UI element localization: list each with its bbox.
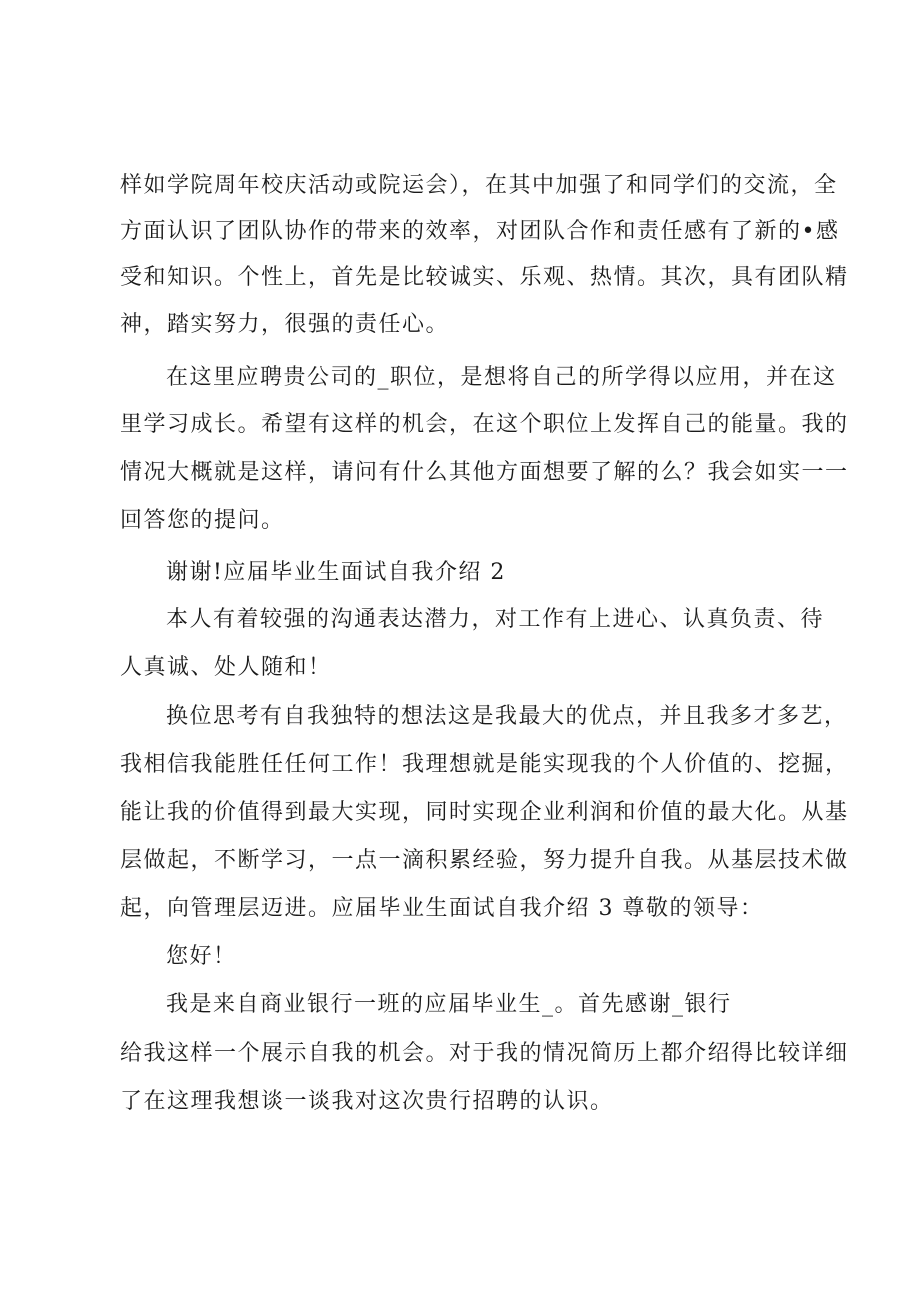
text-line-1: 样如学院周年校庆活动或院运会），在其中加强了和同学们的交流，全 <box>120 173 838 198</box>
text-line-15: 层做起，不断学习，一点一滴积累经验，努力提升自我。从基层技术做 <box>120 848 849 873</box>
text-line-20: 了在这理我想谈一谈我对这次贵行招聘的认识。 <box>120 1089 614 1114</box>
text-line-10: 本人有着较强的沟通表达潜力，对工作有上进心、认真负责、待 <box>166 607 825 632</box>
text-line-6: 里学习成长。希望有这样的机会，在这个职位上发挥自己的能量。我的 <box>120 412 849 437</box>
text-line-18: 我是来自商业银行一班的应届毕业生_。首先感谢_银行 <box>166 992 732 1017</box>
text-line-7: 情况大概就是这样，请问有什么其他方面想要了解的么？我会如实一一 <box>120 460 849 485</box>
text-line-12: 换位思考有自我独特的想法这是我最大的优点，并且我多才多艺， <box>166 704 848 729</box>
text-line-8: 回答您的提问。 <box>120 508 285 533</box>
text-line-4: 神，踏实努力，很强的责任心。 <box>120 312 450 337</box>
text-line-16: 起，向管理层迈进。应届毕业生面试自我介绍 3 尊敬的领导： <box>120 896 764 921</box>
text-line-14: 能让我的价值得到最大实现，同时实现企业利润和价值的最大化。从基 <box>120 800 849 825</box>
text-line-11: 人真诚、处人随和！ <box>120 655 332 680</box>
text-line-13: 我相信我能胜任任何工作！我理想就是能实现我的个人价值的、挖掘， <box>120 752 849 777</box>
text-line-2: 方面认识了团队协作的带来的效率，对团队合作和责任感有了新的•感 <box>120 219 840 244</box>
text-line-5: 在这里应聘贵公司的_职位，是想将自己的所学得以应用，并在这 <box>166 365 837 390</box>
text-line-19: 给我这样一个展示自我的机会。对于我的情况简历上都介绍得比较详细 <box>120 1041 849 1066</box>
text-line-9: 谢谢!应届毕业生面试自我介绍 2 <box>166 560 506 585</box>
text-line-3: 受和知识。个性上，首先是比较诚实、乐观、热情。其次，具有团队精 <box>120 265 849 290</box>
text-line-17: 您好！ <box>166 944 237 969</box>
